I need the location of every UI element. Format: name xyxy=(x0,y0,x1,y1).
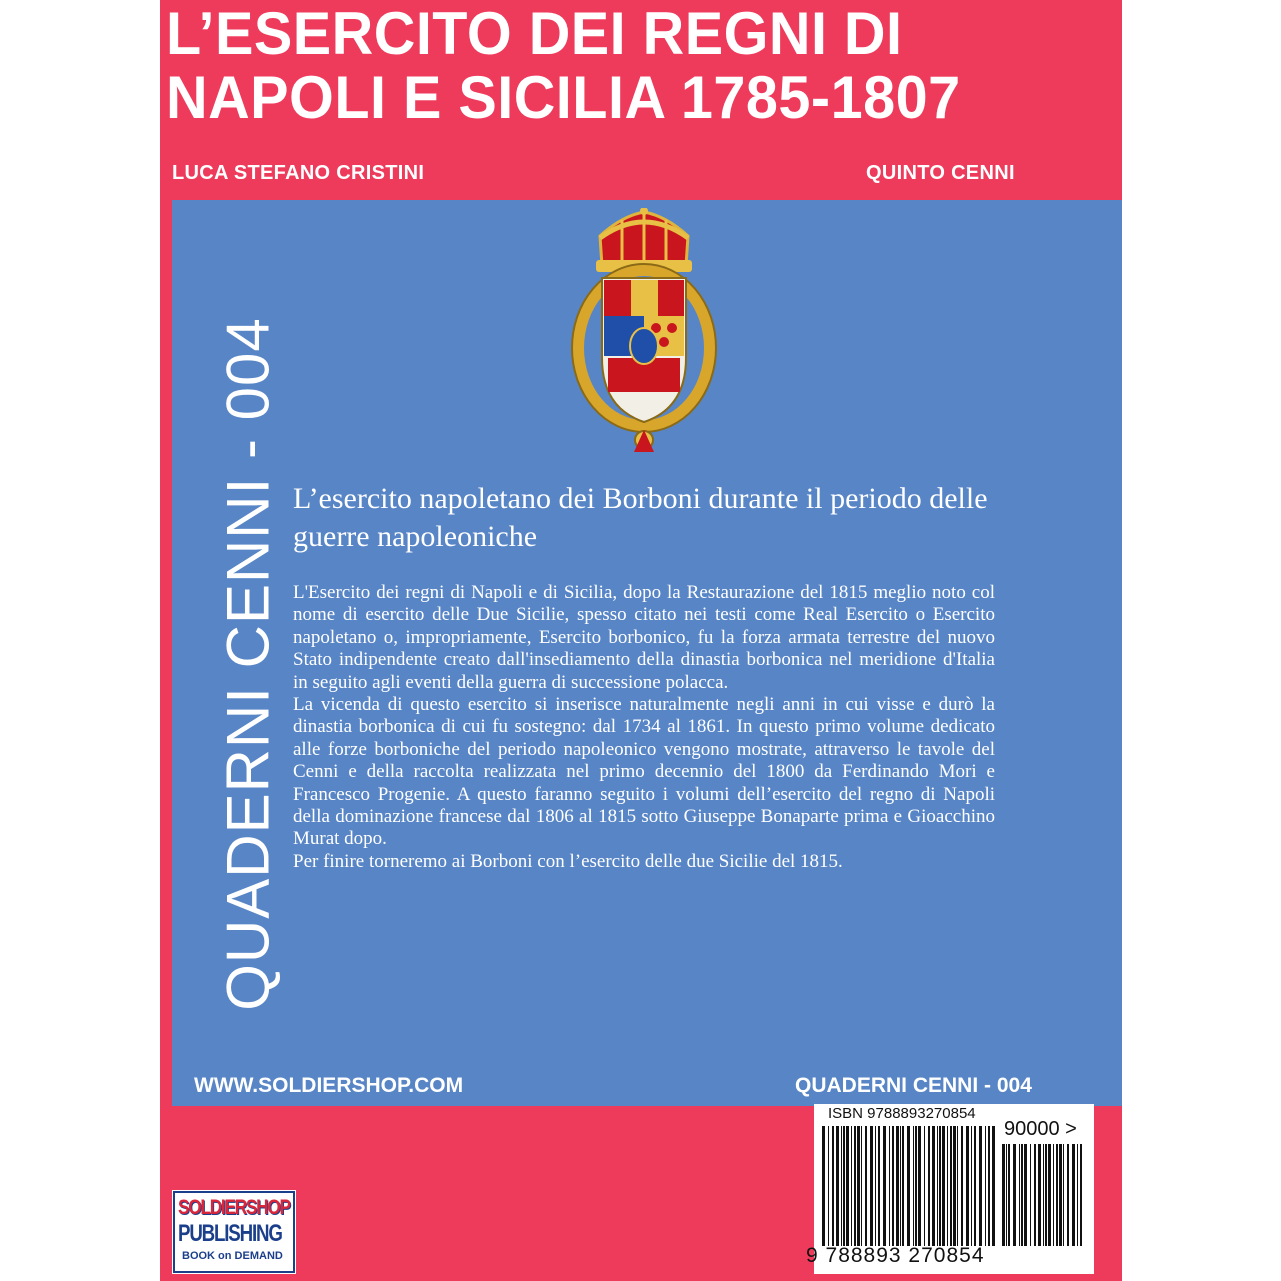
blue-panel xyxy=(172,200,1122,1106)
book-title xyxy=(166,2,1078,130)
website-url: WWW.SOLDIERSHOP.COM xyxy=(194,1074,464,1097)
logo-tagline: BOOK on DEMAND xyxy=(182,1250,283,1262)
publisher-logo xyxy=(172,1190,296,1274)
logo-text: PUBLISHING xyxy=(178,1220,282,1247)
illustrator-name: QUINTO CENNI xyxy=(866,162,1015,184)
author-name: LUCA STEFANO CRISTINI xyxy=(172,162,425,184)
book-back-cover xyxy=(160,0,1122,1281)
barcode-area xyxy=(806,1104,1094,1274)
description-paragraph: L'Esercito dei regni di Napoli e di Sicilia, dopo la Restaurazione del 1815 meglio noto col nome di esercito delle Due Sicilie, spesso citato nei testi come Real Esercito o Esercito napoletano o, impropriamente, Esercito borbonico, fu la forza armata terrestre del nuovo Stato indipendente creato dall'insediamento della dinastia borbonica nel meridione d'Italia in seguito agli eventi della guerra di successione polacca. xyxy=(293,582,995,693)
series-title-vertical: QUADERNI CENNI - 004 xyxy=(214,317,282,1011)
description-text xyxy=(293,582,995,873)
price-code: 90000 > xyxy=(1004,1118,1077,1140)
subtitle: L’esercito napoletano dei Borboni durante il periodo delle guerre napoleoniche xyxy=(293,482,988,553)
title-line-1: L’ESERCITO DEI REGNI DI xyxy=(166,0,903,67)
isbn-digits: 9 788893 270854 xyxy=(806,1244,985,1267)
addon-barcode-icon xyxy=(1000,1144,1086,1246)
description-paragraph: La vicenda di questo esercito si inserisce naturalmente negli anni in cui visse e durò la dinastia borbonica di cui fu sostegno: dal 1734 al 1861. In questo primo volume dedicato alle forze borboniche del periodo napoleonico vengono mostrate, attraverso le tavole del Cenni e della raccolta realizzata nel primo decennio del 1800 da Ferdinando Mori e Francesco Progenie. A questo faranno seguito i volumi dell’esercito del regno di Napoli della dominazione francese dal 1806 al 1815 sotto Giuseppe Bonaparte prima e Gioacchino Murat dopo. xyxy=(293,694,995,850)
coat-of-arms-icon xyxy=(564,208,724,458)
logo-text: SOLDIERSHOP xyxy=(178,1196,290,1219)
description-paragraph: Per finire torneremo ai Borboni con l’esercito delle due Sicilie del 1815. xyxy=(293,850,843,872)
barcode-icon xyxy=(820,1126,996,1246)
series-title: QUADERNI CENNI - 004 xyxy=(795,1074,1032,1097)
title-line-2: NAPOLI E SICILIA 1785-1807 xyxy=(166,64,961,131)
isbn-label: ISBN 9788893270854 xyxy=(828,1105,976,1122)
